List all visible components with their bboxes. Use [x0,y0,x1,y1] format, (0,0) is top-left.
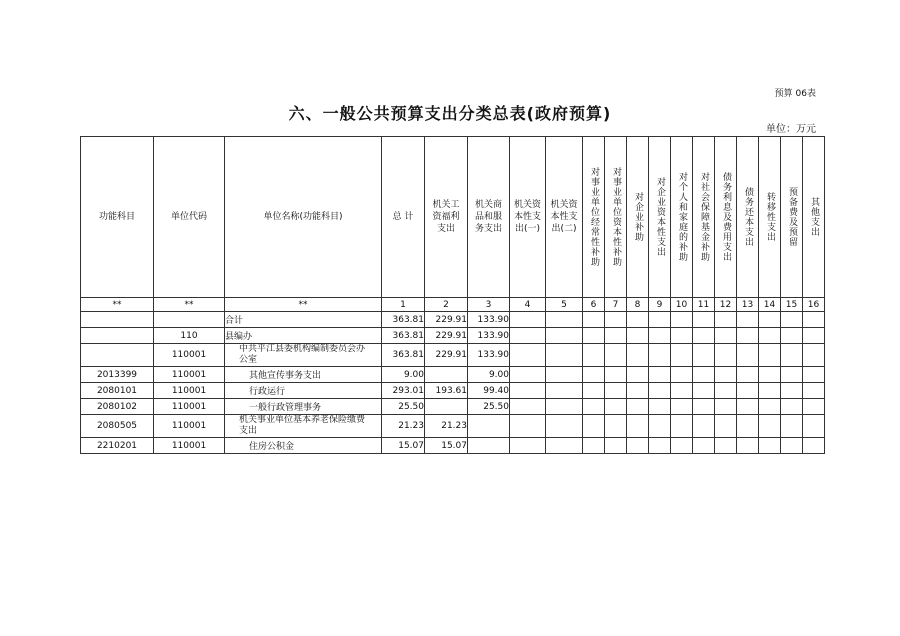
empty-cell [737,312,759,328]
index-cell: 12 [715,298,737,312]
empty-cell [671,383,693,399]
empty-cell [546,438,583,454]
unit-name-cell: 其他宣传事务支出 [225,367,382,383]
func-subject-cell: 2210201 [81,438,154,454]
empty-cell [693,367,715,383]
empty-cell [583,312,605,328]
empty-cell [510,367,546,383]
col-capital-1: 机关资本性支出(一) [510,137,546,298]
unit-name-cell: 合计 [225,312,382,328]
col-unit-name: 单位名称(功能科目) [225,137,382,298]
table-row [81,344,825,367]
total-cell: 363.81 [382,312,425,328]
empty-cell [759,367,781,383]
func-subject-cell [81,344,154,367]
empty-cell [803,312,825,328]
wage-cell: 229.91 [425,328,468,344]
empty-cell [781,328,803,344]
empty-cell [803,328,825,344]
total-cell: 25.50 [382,399,425,415]
empty-cell [781,312,803,328]
empty-cell [627,399,649,415]
empty-cell [781,383,803,399]
empty-cell [605,383,627,399]
empty-cell [671,367,693,383]
empty-cell [715,415,737,438]
func-subject-cell [81,312,154,328]
empty-cell [693,344,715,367]
empty-cell [649,415,671,438]
empty-cell [649,399,671,415]
unit-code-cell: 110001 [154,438,225,454]
empty-cell [546,399,583,415]
col-transfer: 转移性支出 [759,137,781,298]
unit-name-cell: 机关事业单位基本养老保险缴费支出 [225,415,382,438]
budget-table [80,136,825,454]
col-personal: 对个人和家庭的补助 [671,137,693,298]
empty-cell [627,438,649,454]
unit-code-cell: 110001 [154,399,225,415]
index-cell: 15 [781,298,803,312]
col-reserve: 预备费及预留 [781,137,803,298]
empty-cell [546,367,583,383]
total-cell: 9.00 [382,367,425,383]
wage-cell: 229.91 [425,344,468,367]
empty-cell [781,438,803,454]
wage-cell: 15.07 [425,438,468,454]
index-row [81,298,825,312]
unit-code-cell: 110001 [154,383,225,399]
func-subject-cell: 2080101 [81,383,154,399]
empty-cell [737,328,759,344]
col-social-security: 对社会保障基金补助 [693,137,715,298]
col-other: 其他支出 [803,137,825,298]
table-row [81,367,825,383]
empty-cell [693,399,715,415]
empty-cell [715,383,737,399]
empty-cell [715,312,737,328]
empty-cell [627,312,649,328]
goods-cell: 9.00 [468,367,510,383]
total-cell: 15.07 [382,438,425,454]
empty-cell [671,415,693,438]
empty-cell [693,383,715,399]
empty-cell [605,438,627,454]
empty-cell [759,312,781,328]
index-cell: 1 [382,298,425,312]
total-cell: 363.81 [382,344,425,367]
empty-cell [583,367,605,383]
index-cell: ** [154,298,225,312]
empty-cell [759,328,781,344]
empty-cell [671,438,693,454]
empty-cell [627,344,649,367]
empty-cell [803,438,825,454]
func-subject-cell: 2080102 [81,399,154,415]
index-cell: 5 [546,298,583,312]
empty-cell [605,367,627,383]
empty-cell [627,367,649,383]
empty-cell [583,344,605,367]
empty-cell [510,312,546,328]
unit-name-cell: 中共平江县委机构编制委员会办公室 [225,344,382,367]
empty-cell [649,383,671,399]
index-cell: 14 [759,298,781,312]
index-cell: 7 [605,298,627,312]
index-cell: 11 [693,298,715,312]
wage-cell [425,367,468,383]
col-enterprise: 对企业补助 [627,137,649,298]
empty-cell [737,399,759,415]
empty-cell [759,383,781,399]
empty-cell [671,399,693,415]
empty-cell [649,312,671,328]
table-row [81,312,825,328]
goods-cell: 133.90 [468,344,510,367]
col-unit-code: 单位代码 [154,137,225,298]
empty-cell [671,328,693,344]
index-cell: 2 [425,298,468,312]
wage-cell: 193.61 [425,383,468,399]
col-debt-interest: 债务利息及费用支出 [715,137,737,298]
index-cell: 9 [649,298,671,312]
unit-code-cell: 110001 [154,344,225,367]
index-cell: 6 [583,298,605,312]
empty-cell [803,415,825,438]
unit-code-cell: 110001 [154,415,225,438]
table-row [81,415,825,438]
empty-cell [715,438,737,454]
empty-cell [605,344,627,367]
goods-cell [468,415,510,438]
empty-cell [510,344,546,367]
unit-label: 单位：万元 [766,124,816,135]
index-cell: 10 [671,298,693,312]
empty-cell [803,344,825,367]
empty-cell [627,415,649,438]
empty-cell [693,438,715,454]
unit-name-cell: 一般行政管理事务 [225,399,382,415]
empty-cell [781,367,803,383]
empty-cell [649,344,671,367]
col-goods: 机关商品和服务支出 [468,137,510,298]
goods-cell: 99.40 [468,383,510,399]
empty-cell [510,438,546,454]
empty-cell [605,312,627,328]
empty-cell [715,328,737,344]
empty-cell [737,383,759,399]
wage-cell: 21.23 [425,415,468,438]
empty-cell [627,328,649,344]
func-subject-cell: 2080505 [81,415,154,438]
total-cell: 21.23 [382,415,425,438]
empty-cell [583,328,605,344]
goods-cell: 133.90 [468,312,510,328]
index-cell: 13 [737,298,759,312]
empty-cell [693,415,715,438]
empty-cell [671,344,693,367]
empty-cell [583,399,605,415]
empty-cell [546,312,583,328]
empty-cell [649,367,671,383]
empty-cell [649,438,671,454]
empty-cell [510,415,546,438]
goods-cell: 25.50 [468,399,510,415]
unit-code-cell: 110001 [154,367,225,383]
wage-cell: 229.91 [425,312,468,328]
empty-cell [803,399,825,415]
empty-cell [510,328,546,344]
col-inst-capital: 对事业单位资本性补助 [605,137,627,298]
empty-cell [803,383,825,399]
header-row [81,137,825,298]
empty-cell [546,344,583,367]
empty-cell [649,328,671,344]
table-row [81,383,825,399]
func-subject-cell [81,328,154,344]
empty-cell [803,367,825,383]
page-title: 六、一般公共预算支出分类总表(政府预算) [288,104,612,123]
col-enterprise-capital: 对企业资本性支出 [649,137,671,298]
form-code: 预算 06表 [774,89,816,99]
empty-cell [510,399,546,415]
empty-cell [583,383,605,399]
empty-cell [781,415,803,438]
table-row [81,399,825,415]
empty-cell [693,328,715,344]
empty-cell [715,367,737,383]
total-cell: 293.01 [382,383,425,399]
table-row [81,438,825,454]
col-capital-2: 机关资本性支出(二) [546,137,583,298]
empty-cell [583,438,605,454]
table-row [81,328,825,344]
empty-cell [759,415,781,438]
empty-cell [671,312,693,328]
unit-name-cell: 住房公积金 [225,438,382,454]
empty-cell [781,399,803,415]
col-debt-principal: 债务还本支出 [737,137,759,298]
index-cell: 8 [627,298,649,312]
empty-cell [605,399,627,415]
unit-code-cell [154,312,225,328]
empty-cell [546,415,583,438]
index-cell: 16 [803,298,825,312]
empty-cell [715,344,737,367]
index-cell: ** [81,298,154,312]
empty-cell [737,367,759,383]
empty-cell [759,344,781,367]
unit-code-cell: 110 [154,328,225,344]
index-cell: 3 [468,298,510,312]
empty-cell [510,383,546,399]
empty-cell [759,399,781,415]
empty-cell [583,415,605,438]
func-subject-cell: 2013399 [81,367,154,383]
empty-cell [737,438,759,454]
empty-cell [715,399,737,415]
goods-cell [468,438,510,454]
empty-cell [737,415,759,438]
index-cell: 4 [510,298,546,312]
empty-cell [759,438,781,454]
col-total: 总 计 [382,137,425,298]
empty-cell [546,383,583,399]
empty-cell [605,328,627,344]
empty-cell [546,328,583,344]
col-inst-regular: 对事业单位经常性补助 [583,137,605,298]
empty-cell [605,415,627,438]
total-cell: 363.81 [382,328,425,344]
empty-cell [627,383,649,399]
unit-name-cell: 行政运行 [225,383,382,399]
col-func-subject: 功能科目 [81,137,154,298]
goods-cell: 133.90 [468,328,510,344]
index-cell: ** [225,298,382,312]
empty-cell [781,344,803,367]
col-wage: 机关工资福利支出 [425,137,468,298]
empty-cell [693,312,715,328]
wage-cell [425,399,468,415]
empty-cell [737,344,759,367]
unit-name-cell: 县编办 [225,328,382,344]
